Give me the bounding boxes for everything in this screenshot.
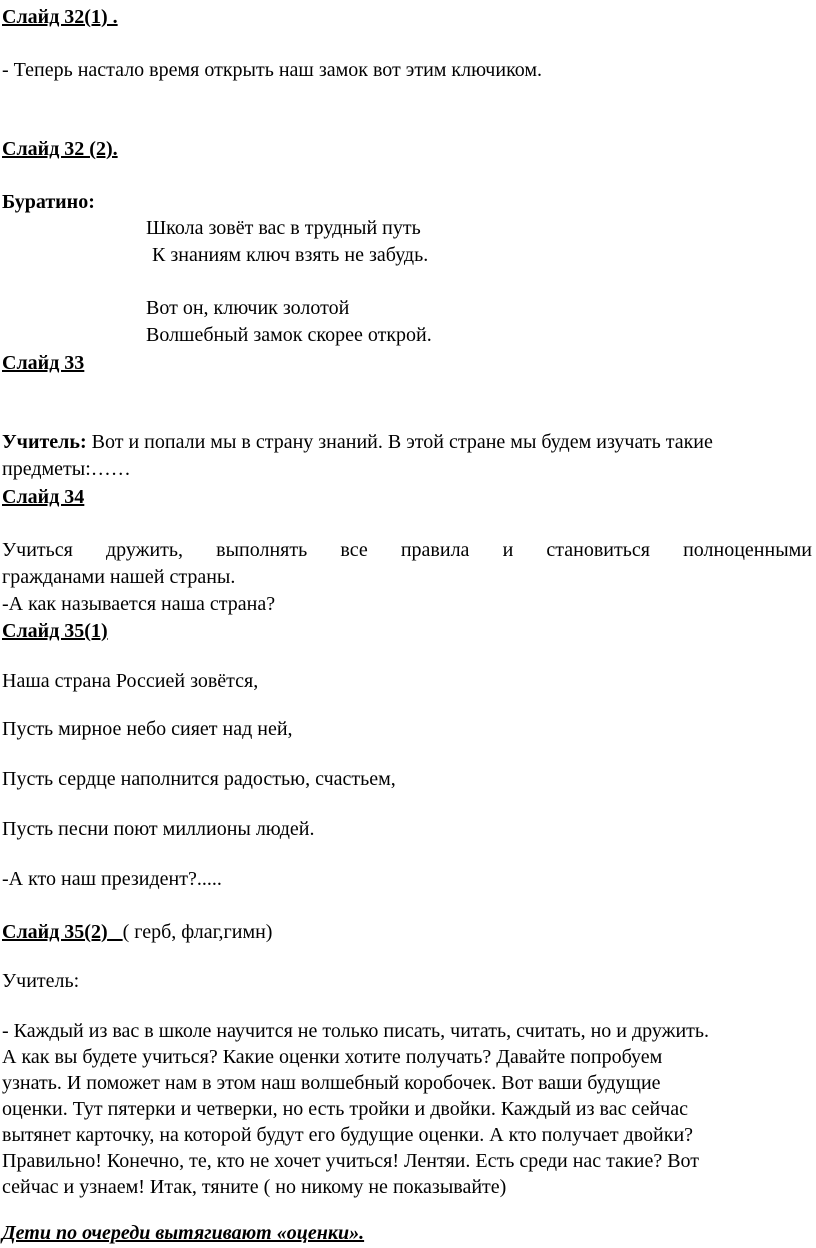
slide-34-title: Слайд 34 [2,486,85,508]
slide-34-line: гражданами нашей страны. [2,566,236,588]
paragraph-line: узнать. И поможет нам в этом наш волшебный коробочек. Вот ваши будущие [2,1072,661,1094]
slide-35-2-header [2,919,272,945]
poem-line: К знаниям ключ взять не забудь. [152,244,429,266]
paragraph-line: вытянет карточку, на которой будут его будущие оценки. А кто получает двойки? [2,1124,694,1146]
slide-35-2-note: ( герб, флаг,гимн) [122,921,273,943]
poem-line: Вот он, ключик золотой [146,297,350,319]
speaker-teacher: Учитель: [2,431,87,453]
teacher-text: Вот и попали мы в страну знаний. В этой стране мы будем изучать такие [91,431,713,453]
paragraph-line: оценки. Тут пятерки и четверки, но есть тройки и двойки. Каждый из вас сейчас [2,1098,688,1120]
paragraph-line: - Каждый из вас в школе научится не только писать, читать, считать, но и дружить. [2,1020,710,1042]
slide-35-1-title: Слайд 35(1) [2,620,108,642]
speaker-teacher-2: Учитель: [2,970,80,992]
title-underline-gap [108,921,123,943]
poem-line: Волшебный замок скорее открой. [146,324,432,346]
poem-line: Наша страна Россией зовётся, [2,670,259,692]
slide-32-2-title: Слайд 32 (2). [2,138,118,160]
teacher-text-cont: предметы:…… [2,458,131,480]
poem-line: Пусть мирное небо сияет над ней, [2,718,293,740]
slide-34-question: -А как называется наша страна? [2,593,276,615]
stage-direction: Дети по очереди вытягивают «оценки». [2,1222,365,1244]
paragraph-line: сейчас и узнаем! Итак, тяните ( но никому не показывайте) [2,1176,507,1198]
poem-line: Школа зовёт вас в трудный путь [146,217,421,239]
speaker-buratino: Буратино: [2,191,95,213]
teacher-line [2,429,713,455]
slide-35-2-title: Слайд 35(2) [2,921,108,943]
slide-32-1-text: - Теперь настало время открыть наш замок вот этим ключиком. [2,59,543,81]
president-question: -А кто наш президент?..... [2,868,222,890]
slide-32-1-title: Слайд 32(1) . [2,6,118,28]
slide-34-line: Учиться дружить, выполнять все правила и становиться полноценными [2,539,812,561]
paragraph-line: Правильно! Конечно, те, кто не хочет учиться! Лентяи. Есть среди нас такие? Вот [2,1150,700,1172]
paragraph-line: А как вы будете учиться? Какие оценки хотите получать? Давайте попробуем [2,1046,663,1068]
poem-line: Пусть сердце наполнится радостью, счастьем, [2,768,396,790]
slide-33-title: Слайд 33 [2,352,85,374]
poem-line: Пусть песни поют миллионы людей. [2,818,315,840]
